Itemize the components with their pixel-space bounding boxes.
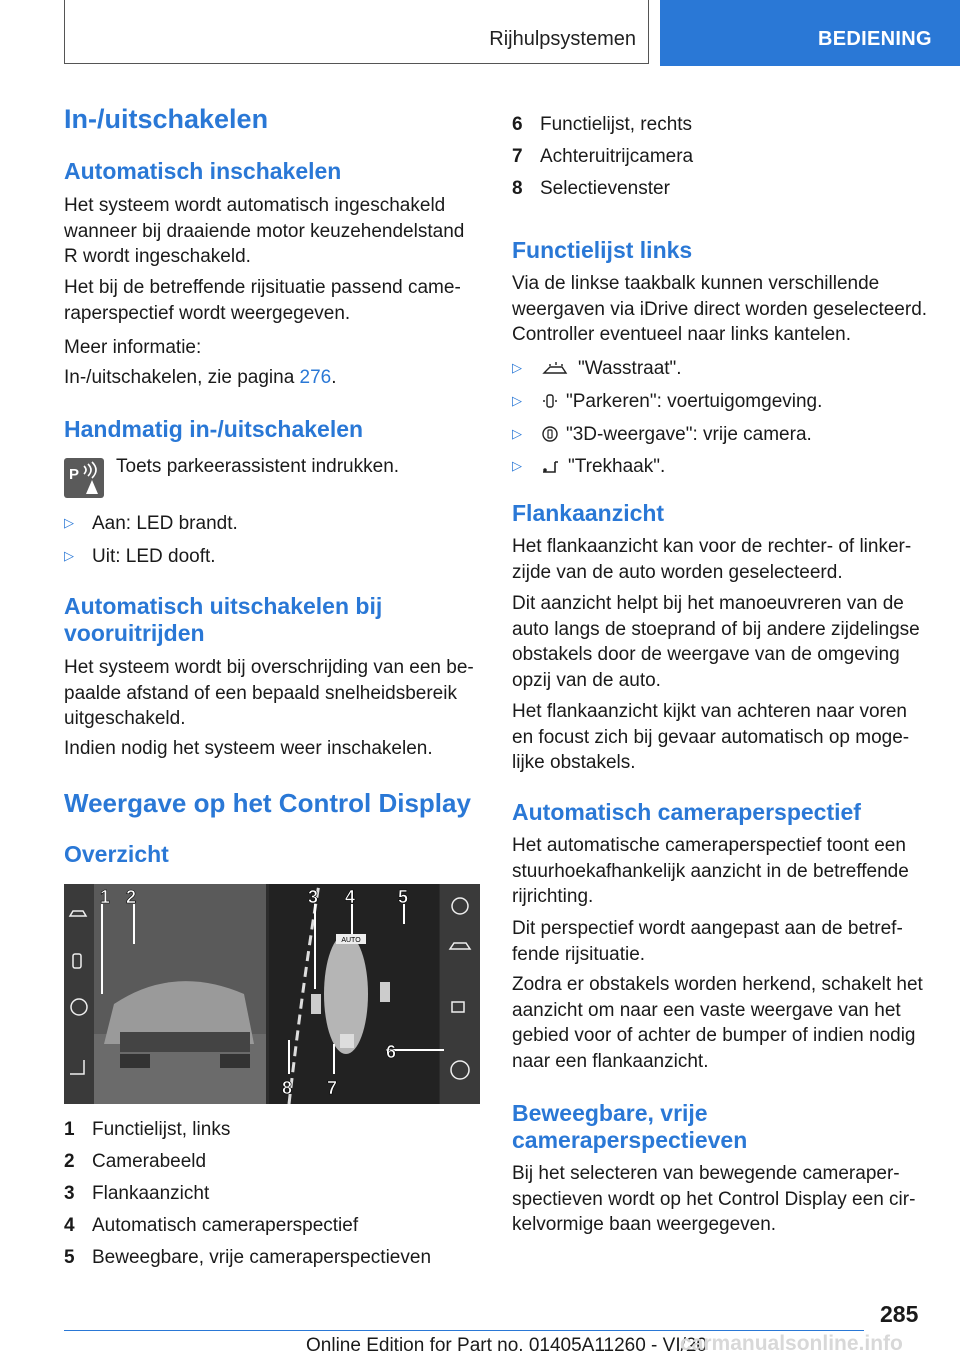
heading-handmatig: Handmatig in-/uitschakelen xyxy=(64,416,364,442)
triangle-bullet-icon: ▷ xyxy=(64,515,74,530)
paragraph-auto-in: Het systeem wordt automatisch ingeschakeld wanneer bij draaiende motor keuzehendelstand R wordt ingeschakeld. xyxy=(64,195,465,267)
heading-beweegbare: Beweegbare, vrije cameraperspectieven xyxy=(512,1100,748,1153)
heading-overzicht: Overzicht xyxy=(64,841,169,867)
header-chapter-tab xyxy=(660,0,960,66)
legend-item: 3 Flankaanzicht xyxy=(64,1183,210,1204)
triangle-bullet-icon: ▷ xyxy=(64,548,74,563)
paragraph-flank-1: Het flankaanzicht kan voor de rechter- of linkerzijde van de auto worden geselecteerd. xyxy=(512,536,912,583)
legend-item: 4 Automatisch cameraperspectief xyxy=(64,1215,359,1236)
footer-divider xyxy=(64,1330,864,1331)
footer-edition: Online Edition for Part no. 01405A11260 - VI/20 xyxy=(306,1335,708,1356)
legend-item: 2 Camerabeeld xyxy=(64,1151,207,1172)
callout-3: 3 xyxy=(308,887,319,907)
callout-6: 6 xyxy=(386,1042,397,1062)
list-item: ▷ "Parkeren": voertuigomgeving. xyxy=(512,388,822,414)
callout-7: 7 xyxy=(327,1078,338,1098)
legend-item: 1 Functielijst, links xyxy=(64,1119,231,1140)
legend-item: 8 Selectievenster xyxy=(512,178,670,199)
list-item: ▷ "3D-weergave": vrije camera. xyxy=(512,421,812,447)
paragraph-autop-1: Het automatische cameraperspectief toont een stuurhoekafhankelijk aanzicht in de betreffende rijrichting. xyxy=(512,835,909,907)
paragraph-flank-3: Het flankaanzicht kijkt van achteren naar voren en focust zich bij gevaar automatisch op mogelijke obstakels. xyxy=(512,701,910,773)
paragraph-reference: In-/uitschakelen, zie pagina 276. xyxy=(64,367,337,388)
parking-icon xyxy=(540,393,560,409)
list-item: ▷ Aan: LED brandt. xyxy=(64,510,238,536)
paragraph-autop-3: Zodra er obstakels worden herkend, schakelt het aanzicht om naar een vaste weergave van het gebied voor of achter de bumper of indien nodig naar een flankaanzicht. xyxy=(512,974,923,1072)
callout-5: 5 xyxy=(398,887,409,907)
paragraph-perspective: Het bij de betreffende rijsituatie passend cameraperspectief wordt weergegeven. xyxy=(64,277,461,324)
list-item: ▷ Uit: LED dooft. xyxy=(64,543,216,569)
paragraph-meer-info: Meer informatie: xyxy=(64,337,202,358)
page-number: 285 xyxy=(880,1301,919,1327)
paragraph-flank-2: Dit aanzicht helpt bij het manoeuvreren van de auto langs de stoeprand of bij andere zijdelingse obstakels door de weergave van de omgeving opzij van de auto. xyxy=(512,593,920,691)
callout-2: 2 xyxy=(126,887,137,907)
page-header xyxy=(0,0,960,66)
callout-8: 8 xyxy=(282,1078,293,1098)
heading-weergave: Weergave op het Control Display xyxy=(64,788,471,818)
header-chapter-label: BEDIENING xyxy=(818,28,932,50)
callout-4: 4 xyxy=(345,887,356,907)
header-section-title: Rijhulpsystemen xyxy=(489,28,636,50)
paragraph-toets: Toets parkeerassistent indrukken. xyxy=(116,456,400,477)
control-display-figure xyxy=(64,884,480,1104)
auto-mode-label: AUTO xyxy=(341,937,361,944)
park-assist-button-icon xyxy=(64,458,104,498)
3d-view-icon xyxy=(540,426,560,442)
heading-automatisch-cameraperspectief: Automatisch cameraperspectief xyxy=(512,799,861,825)
triangle-bullet-icon: ▷ xyxy=(512,426,522,441)
page-reference-link[interactable]: 276 xyxy=(299,367,332,388)
car-wash-icon xyxy=(540,360,572,376)
paragraph-autop-2: Dit perspectief wordt aangepast aan de betreffende rijsituatie. xyxy=(512,918,903,965)
paragraph-auto-uit: Het systeem wordt bij overschrijding van een bepaalde afstand of een bepaald snelheidsbereik uitgeschakeld. xyxy=(64,657,474,729)
legend-item: 6 Functielijst, rechts xyxy=(512,114,693,135)
heading-automatisch-inschakelen: Automatisch inschakelen xyxy=(64,158,342,184)
watermark: carmanualsonline.info xyxy=(680,1332,903,1355)
triangle-bullet-icon: ▷ xyxy=(512,458,522,473)
svg-text:P: P xyxy=(69,466,80,483)
legend-item: 5 Beweegbare, vrije cameraperspectieven xyxy=(64,1247,432,1268)
list-item: ▷ "Trekhaak". xyxy=(512,453,665,479)
triangle-bullet-icon: ▷ xyxy=(512,393,522,408)
triangle-bullet-icon: ▷ xyxy=(512,360,522,375)
heading-functielijst-links: Functielijst links xyxy=(512,237,693,263)
heading-in-uitschakelen: In-/uitschakelen xyxy=(64,104,269,134)
paragraph-indien: Indien nodig het systeem weer inschakelen. xyxy=(64,738,433,759)
heading-flankaanzicht: Flankaanzicht xyxy=(512,500,665,526)
list-item: ▷ "Wasstraat". xyxy=(512,355,682,381)
trailer-hitch-icon xyxy=(540,458,562,474)
callout-1: 1 xyxy=(100,887,111,907)
heading-automatisch-uitschakelen: Automatisch uitschakelen bij vooruitrijden xyxy=(64,593,383,646)
paragraph-beweeg: Bij het selecteren van bewegende cameraperspectieven wordt op het Control Display een cirkelvormige baan weergegeven. xyxy=(512,1163,916,1235)
legend-item: 7 Achteruitrijcamera xyxy=(512,146,694,167)
paragraph-functielijst: Via de linkse taakbalk kunnen verschillende weergaven via iDrive direct worden geselecteerd. Controller eventueel naar links kantelen. xyxy=(512,273,928,345)
